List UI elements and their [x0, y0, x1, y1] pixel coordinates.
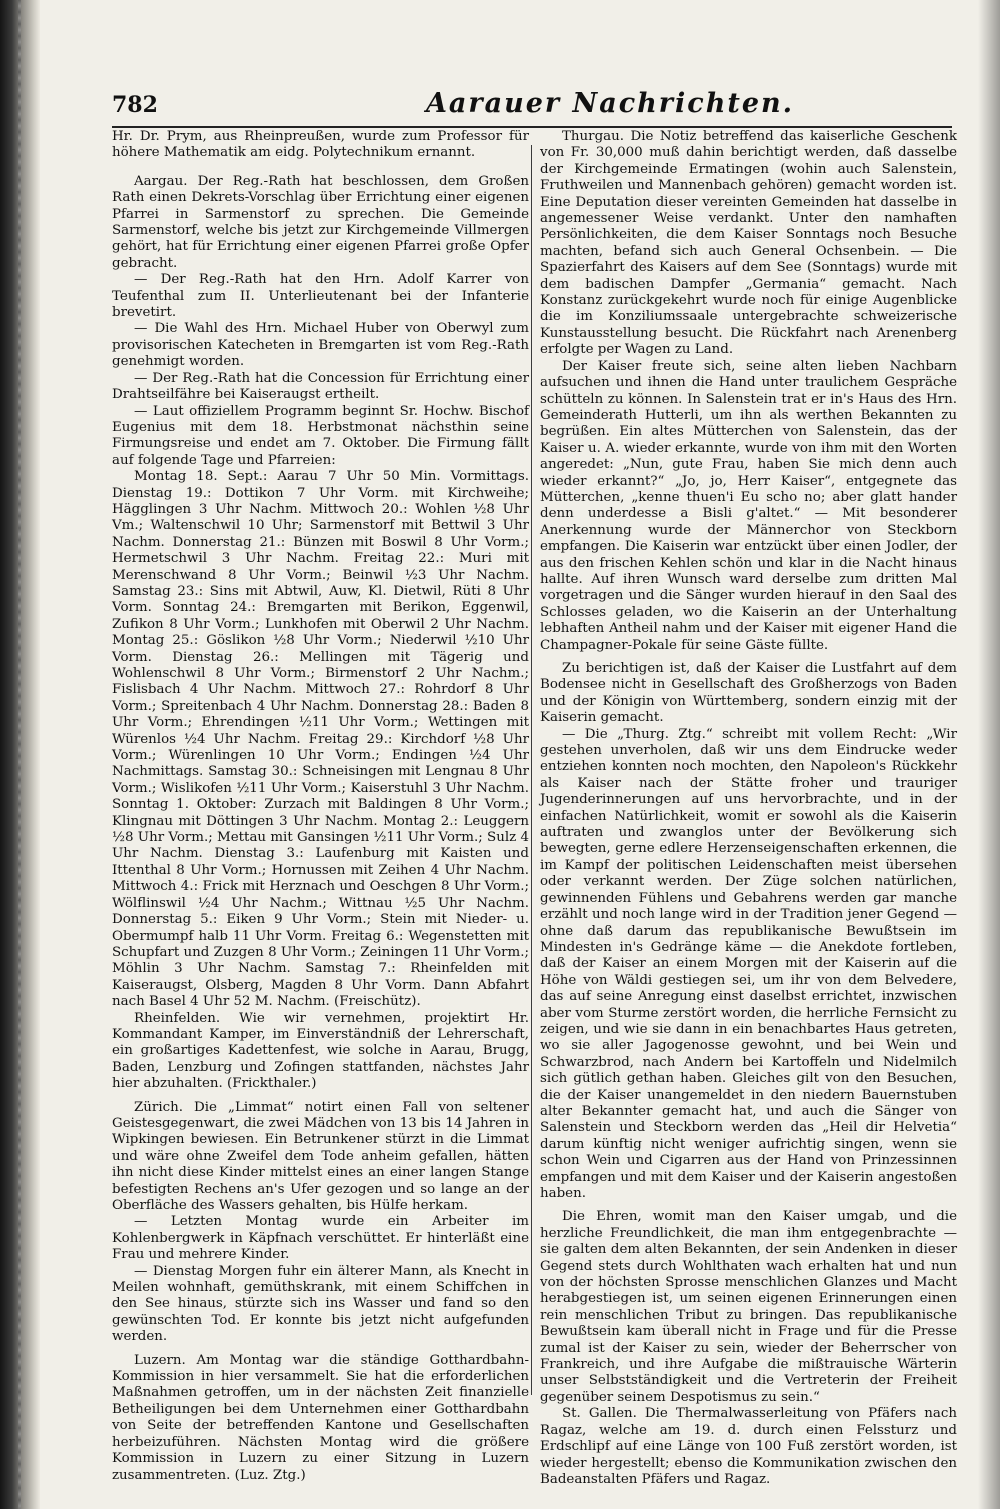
article-paragraph: Die Ehren, womit man den Kaiser umgab, und die herzliche Freundlichkeit, die man ihm entgegenbrachte — sie galten dem alten Bekannten, der sein Andenken in dieser Gegend stets durch Wohlthaten wach erhalten hat und nun von der höchsten Sprosse menschlichen Glanzes und Macht herabgestiegen ist, um seinen eigenen Erinnerungen einen rein menschlichen Tribut zu bringen. Das republikanische Bewußtsein kam überall nicht in Frage und für die Presse zumal ist der Kaiser zu sein, wieder der Beherrscher von Frankreich, und ihre Aufgabe die mißtrauische Wärterin unser Selbstständigkeit und die Vertreterin der Freiheit gegenüber seinem Despotismus zu sein.“ — [540, 1209, 957, 1405]
article-paragraph: — Der Reg.-Rath hat die Concession für Errichtung einer Drahtseilfähre bei Kaiseraugst ertheilt. — [112, 370, 529, 403]
article-paragraph: — Die „Thurg. Ztg.“ schreibt mit vollem Recht: „Wir gestehen unverholen, daß wir uns dem Eindrucke weder entziehen konnten noch mochten, den Napoleon's Rückkehr als Kaiser nach der Stätte froher und trauriger Jugenderinnerungen auf uns hervorbrachte, und in der einfachen Natürlichkeit, womit er sowohl als die Kaiserin auftraten und zwanglos unter der Bevölkerung sich bewegten, gerne edlere Herzenseigenschaften erkennen, die im Kampf der politischen Leidenschaften meist übersehen oder verkannt werden. Der Züge solchen natürlichen, gewinnenden Fühlens und Gebahrens werden gar manche erzählt und noch lange wird in der Tradition jener Gegend — ohne daß darum das republikanische Bewußtsein im Mindesten in's Gedränge käme — die Anekdote fortleben, daß der Kaiser an einem Morgen mit der Kaiserin auf die Höhe von Wäldi gestiegen sei, um ihr von dem Belvedere, das auf seine Anregung einst daselbst errichtet, inzwischen aber vom Sturme zerstört worden, die herrliche Fernsicht zu zeigen, und wie sie dann in ein benachbartes Haus getreten, wo sie aller Jagogenosse gewohnt, und bei Wein und Schwarzbrod, nach Andern bei Kartoffeln und Nidelmilch sich gütlich gethan haben. Gleiches gilt von den Besuchen, die der Kaiser unangemeldet in den niedern Bauernstuben alter Bekannter gemacht hat, und auch die Sänger von Salenstein und Steckborn werden das „Heil dir Helvetia“ darum künftig nicht weniger aufrichtig singen, wenn sie schon Wein und Cigarren aus der Hand von Prinzessinnen empfangen und mit dem Kaiser und der Kaiserin angestoßen haben. — [540, 726, 957, 1201]
article-paragraph: Montag 18. Sept.: Aarau 7 Uhr 50 Min. Vormittags. Dienstag 19.: Dottikon 7 Uhr Vorm. mit Kirchweihe; Hägglingen 3 Uhr Nachm. Mittwoch 20.: Wohlen ½8 Uhr Vm.; Waltenschwil 10 Uhr; Sarmenstorf mit Bettwil 3 Uhr Nachm. Donnerstag 21.: Bünzen mit Boswil 8 Uhr Vorm.; Hermetschwil 3 Uhr Nachm. Freitag 22.: Muri mit Merenschwand 8 Uhr Vorm.; Beinwil ½3 Uhr Nachm. Samstag 23.: Sins mit Abtwil, Auw, Kl. Dietwil, Rüti 8 Uhr Vorm. Sonntag 24.: Bremgarten mit Berikon, Eggenwil, Zufikon 8 Uhr Vorm.; Lunkhofen mit Oberwil 2 Uhr Nachm. Montag 25.: Göslikon ½8 Uhr Vorm.; Niederwil ½10 Uhr Vorm. Dienstag 26.: Mellingen mit Tägerig und Wohlenschwil 8 Uhr Vorm.; Birmenstorf 2 Uhr Nachm.; Fislisbach 4 Uhr Nachm. Mittwoch 27.: Rohrdorf 8 Uhr Vorm.; Spreitenbach 4 Uhr Nachm. Donnerstag 28.: Baden 8 Uhr Vorm.; Ehrendingen ½11 Uhr Vorm.; Wettingen mit Würenlos ½4 Uhr Nachm. Freitag 29.: Kirchdorf ½8 Uhr Vorm.; Würenlingen 10 Uhr Vorm.; Endingen ½4 Uhr Nachmittags. Samstag 30.: Schneisingen mit Lengnau 8 Uhr Vorm.; Wislikofen ½11 Uhr Vorm.; Kaiserstuhl 3 Uhr Nachm. Sonntag 1. Oktober: Zurzach mit Baldingen 8 Uhr Vorm.; Klingnau mit Döttingen 3 Uhr Nachm. Montag 2.: Leuggern ½8 Uhr Vorm.; Mettau mit Gansingen ½11 Uhr Vorm.; Sulz 4 Uhr Nachm. Dienstag 3.: Laufenburg mit Kaisten und Ittenthal 8 Uhr Vorm.; Hornussen mit Zeihen 4 Uhr Nachm. Mittwoch 4.: Frick mit Herznach und Oeschgen 8 Uhr Vorm.; Wölflinswil ½4 Uhr Nachm.; Wittnau ½5 Uhr Nachm. Donnerstag 5.: Eiken 9 Uhr Vorm.; Stein mit Nieder- u. Obermumpf halb 11 Uhr Vorm. Freitag 6.: Wegenstetten mit Schupfart und Zuzgen 8 Uhr Vorm.; Zeiningen 11 Uhr Vorm.; Möhlin 3 Uhr Nachm. Samstag 7.: Rheinfelden mit Kaiseraugst, Olsberg, Magden 8 Uhr Vorm. Dann Abfahrt nach Basel 4 Uhr 52 M. Nachm. (Freischütz). — [112, 469, 529, 1010]
page-stack-edge — [18, 0, 21, 1509]
article-paragraph: — Laut offiziellem Programm beginnt Sr. Hochw. Bischof Eugenius mit dem 18. Herbstmonat nächsthin seine Firmungsreise und endet am 7. Oktober. Die Firmung fällt auf folgende Tage und Pfarreien: — [112, 403, 529, 468]
article-paragraph: — Die Wahl des Hrn. Michael Huber von Oberwyl zum provisorischen Katecheten in Bremgarten ist vom Reg.-Rath genehmigt worden. — [112, 321, 529, 370]
article-paragraph: Der Kaiser freute sich, seine alten lieben Nachbarn aufsuchen und ihnen die Hand unter traulichem Gespräche schütteln zu können. In Salenstein trat er in's Haus des Hrn. Gemeinderath Hutterli, um ihn als werthen Bekannten zu begrüßen. Ein altes Mütterchen von Salenstein, das der Kaiser u. A. wieder erkannte, wurde von ihm mit den Worten angeredet: „Nun, gute Frau, haben Sie mich denn auch wieder erkannt?“ „Jo, jo, Herr Kaiser“, entgegnete das Mütterchen, „kenne thuen'i Eu scho no; aber glatt hander denn underdesse a Bisli g'altet.“ — Mit besonderer Anerkennung wurde der Männerchor von Steckborn empfangen. Die Kaiserin war entzückt über einen Jodler, der aus den frischen Kehlen schön und klar in die Nacht hinaus hallte. Auf ihren Wunsch ward derselbe zum dritten Mal vorgetragen und die Sänger wurden hierauf in den Saal des Schlosses geladen, wo die Kaiserin an der Unterhaltung lebhaften Antheil nahm und der Kaiser mit eigener Hand die Champagner-Pokale für seine Gäste füllte. — [540, 358, 957, 653]
article-paragraph: — Letzten Montag wurde ein Arbeiter im Kohlenbergwerk in Käpfnach verschüttet. Er hinterläßt eine Frau und mehrere Kinder. — [112, 1214, 529, 1263]
page-shadow — [978, 0, 1000, 1509]
running-head-title: Aarauer Nachrichten. — [425, 88, 795, 119]
article-paragraph: Zu berichtigen ist, daß der Kaiser die Lustfahrt auf dem Bodensee nicht in Gesellschaft des Großherzogs von Baden und der Königin von Württemberg, sondern einzig mit der Kaiserin gemacht. — [540, 661, 957, 726]
right-column — [540, 129, 957, 1487]
article-paragraph: Hr. Dr. Prym, aus Rheinpreußen, wurde zum Professor für höhere Mathematik am eidg. Polytechnikum ernannt. — [112, 129, 529, 161]
article-paragraph: Zürich. Die „Limmat“ notirt einen Fall von seltener Geistesgegenwart, die zwei Mädchen von 13 bis 14 Jahren in Wipkingen bewiesen. Ein Betrunkener stürzt in die Limmat und wäre ohne Zweifel dem Tode anheim gefallen, hätten ihn nicht diese Kinder mittelst eines an einer langen Stange befestigten Rechens an's Ufer gezogen und so lange an der Oberfläche des Wassers gehalten, bis Hülfe herkam. — [112, 1099, 529, 1213]
article-paragraph: Luzern. Am Montag war die ständige Gotthardbahn-Kommission in hier versammelt. Sie hat die erforderlichen Maßnahmen getroffen, um in der nächsten Zeit finanzielle Betheiligungen bei dem Unternehmen einer Gotthardbahn von Seite der betreffenden Kantone und Gesellschaften herbeizuführen. Nächsten Montag wird die größere Kommission in Luzern zu einer Sitzung in Luzern zusammentreten. (Luz. Ztg.) — [112, 1352, 529, 1483]
article-paragraph: Aargau. Der Reg.-Rath hat beschlossen, dem Großen Rath einen Dekrets-Vorschlag über Errichtung einer eigenen Pfarrei in Sarmenstorf zu sprechen. Die Gemeinde Sarmenstorf, welche bis jetzt zur Kirchgemeinde Villmergen gehört, hat für Errichtung einer eigenen Pfarrei große Opfer gebracht. — [112, 173, 529, 271]
article-paragraph: Rheinfelden. Wie wir vernehmen, projektirt Hr. Kommandant Kamper, im Einverständniß der Lehrerschaft, ein großartiges Kadettenfest, wie solche in Aarau, Brugg, Baden, Lenzburg und Zofingen stattfanden, nächstes Jahr hier abzuhalten. (Frickthaler.) — [112, 1010, 529, 1092]
article-paragraph: Thurgau. Die Notiz betreffend das kaiserliche Geschenk von Fr. 30,000 muß dahin berichtigt werden, daß dasselbe der Kirchgemeinde Ermatingen (wohin auch Salenstein, Fruthweilen und Mannenbach gehören) gemacht worden ist. Eine Deputation dieser vereinten Gemeinden hat dasselbe in angemessener Weise verdankt. Unter den namhaften Persönlichkeiten, die dem Kaiser Sonntags noch Besuche machten, befand sich auch General Ochsenbein. — Die Spazierfahrt des Kaisers auf dem See (Sonntags) wurde mit dem badischen Dampfer „Germania“ gemacht. Nach Konstanz zurückgekehrt wurde noch für einige Augenblicke die im Konziliumssaale untergebrachte schweizerische Kunstausstellung besucht. Die Rückfahrt nach Arenenberg erfolgte per Wagen zu Land. — [540, 129, 957, 358]
column-divider — [531, 145, 532, 1395]
page-number: 782 — [112, 92, 158, 118]
article-paragraph: — Dienstag Morgen fuhr ein älterer Mann, als Knecht in Meilen wohnhaft, gemüthskrank, mit einem Schiffchen in den See hinaus, stürzte sich ins Wasser und fand so den gewünschten Tod. Er konnte bis jetzt nicht aufgefunden werden. — [112, 1263, 529, 1345]
article-paragraph: St. Gallen. Die Thermalwasserleitung von Pfäfers nach Ragaz, welche am 19. d. durch einen Felssturz und Erdschlipf auf eine Länge von 100 Fuß zerstört worden, ist wieder hergestellt; ebenso die Kommunikation zwischen den Badeanstalten Pfäfers und Ragaz. — [540, 1406, 957, 1487]
header-rule — [112, 126, 952, 128]
left-column — [112, 129, 529, 1483]
article-paragraph: — Der Reg.-Rath hat den Hrn. Adolf Karrer von Teufenthal zum II. Unterlieutenant bei der Infanterie brevetirt. — [112, 272, 529, 321]
